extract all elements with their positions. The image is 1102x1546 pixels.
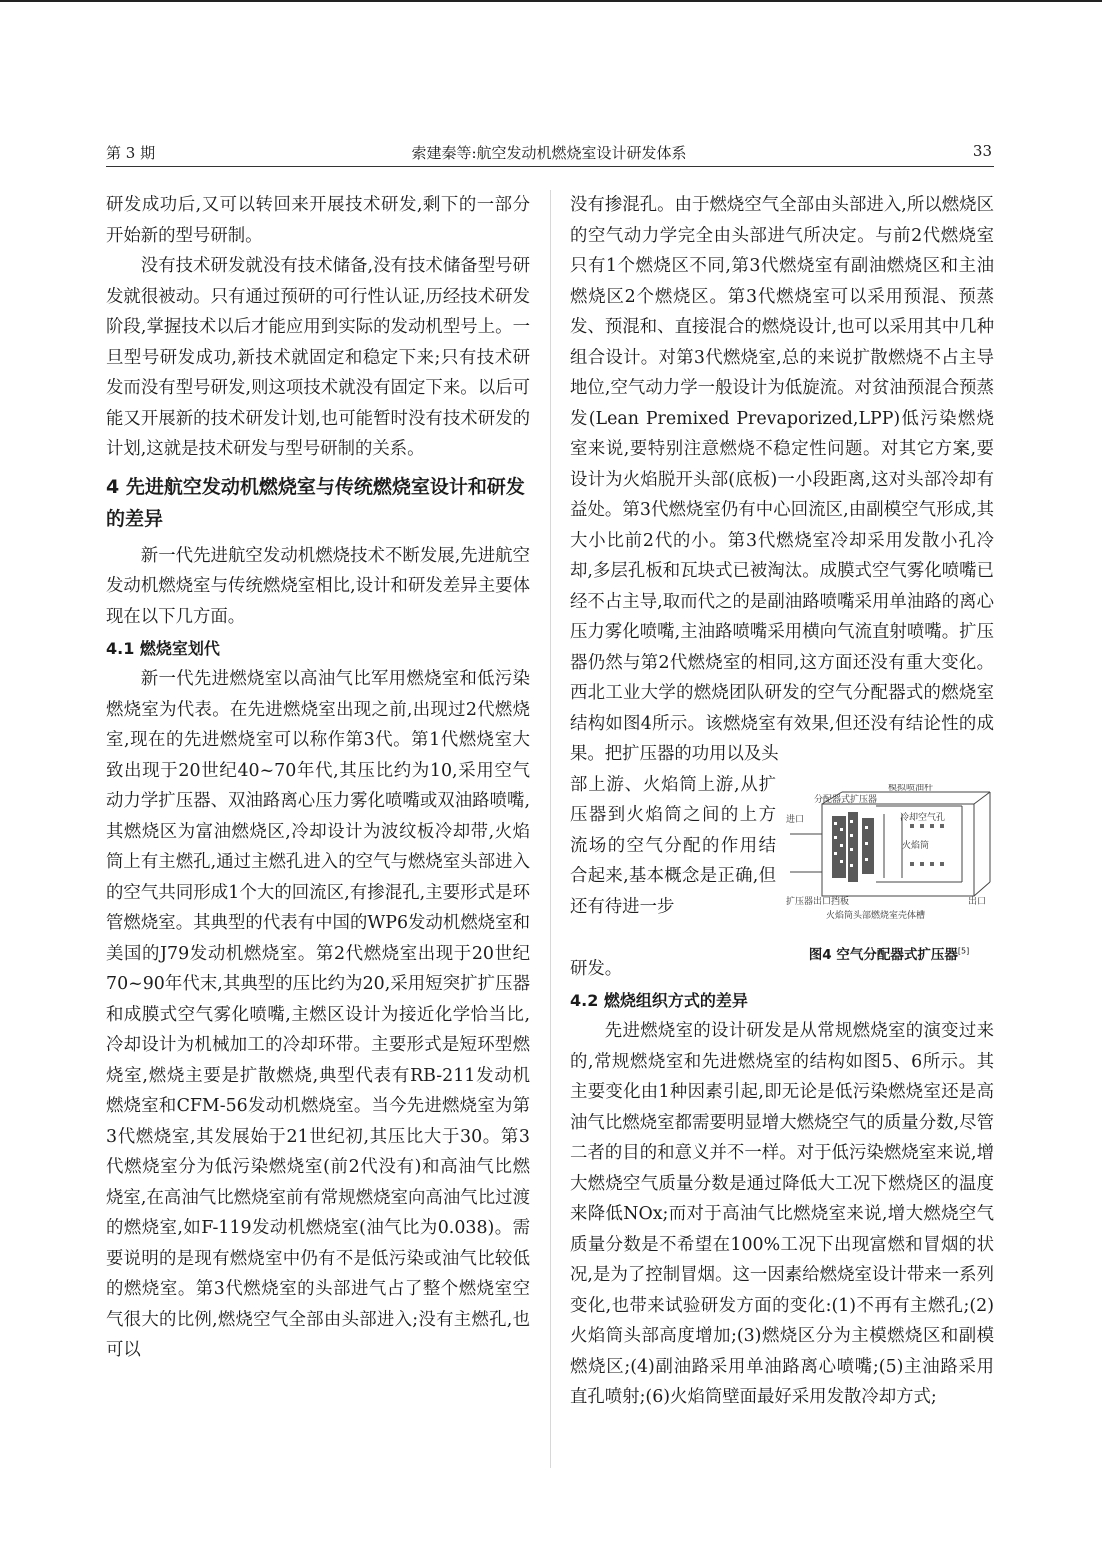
figure-4 — [784, 770, 994, 985]
label-outlet: 出口 — [968, 896, 987, 907]
figure-caption-text: 图4 空气分配器式扩压器 — [808, 946, 958, 963]
running-header — [106, 142, 992, 164]
paragraph: 没有技术研发就没有技术储备,没有技术储备型号研发就很被动。只有通过预研的可行性认证,历经技术研发阶段,掌握技术以后才能应用到实际的发动机型号上。一旦型号研发成功,新技术就固定和稳定下来;只有技术研发而没有型号研发,则这项技术就没有固定下来。以后可能又开展新的技术研发计划,也可能暂时没有技术研发的计划,这就是技术研发与型号研制的关系。 — [106, 256, 530, 459]
paragraph: 研发成功后,又可以转回来开展技术研发,剩下的一部分开始新的型号研制。 — [106, 195, 530, 246]
top-border-line — [0, 0, 1102, 2]
label-spray-rod: 模拟喷油杆 — [888, 783, 934, 793]
paragraph: 先进燃烧室的设计研发是从常规燃烧室的演变过来的,常规燃烧室和先进燃烧室的结构如图5、6所示。其主要变化由1种因素引起,即无论是低污染燃烧室还是高油气比燃烧室都需要明显增大燃烧空气的质量分数,尽管二者的目的和意义并不一样。对于低污染燃烧室来说,增大燃烧空气质量分数是通过降低大工况下燃烧区的温度来降低NOx;而对于高油气比燃烧室来说,增大燃烧空气质量分数是不希望在100%工况下出现富燃和冒烟的状况,是为了控制冒烟。这一因素给燃烧室设计带来一系列变化,也带来试验研发方面的变化:(1)不再有主燃孔;(2)火焰筒头部高度增加;(3)燃烧区分为主模燃烧区和副模燃烧区;(4)副油路采用单油路离心喷嘴;(5)主油路采用直孔喷射;(6)火焰筒壁面最好采用发散冷却方式; — [570, 1021, 994, 1407]
paragraph: 新一代先进航空发动机燃烧技术不断发展,先进航空发动机燃烧室与传统燃烧室相比,设计和研发差异主要体现在以下几方面。 — [106, 545, 530, 627]
column-divider — [550, 190, 551, 1468]
subsection-heading: 4.2 燃烧组织方式的差异 — [570, 991, 748, 1010]
label-liner-head-casing: 火焰筒头部燃烧室壳体槽 — [826, 910, 926, 921]
paragraph: 没有掺混孔。由于燃烧空气全部由头部进入,所以燃烧区的空气动力学完全由头部进气所决定。与前2代燃烧室只有1个燃烧区不同,第3代燃烧室有副油燃烧区和主油燃烧区2个燃烧区。第3代燃烧室可以采用预混、预蒸发、预混和、直接混合的燃烧设计,也可以采用其中几种组合设计。对第3代燃烧室,总的来说扩散燃烧不占主导地位,空气动力学一般设计为低旋流。对贫油预混合预蒸发(Lean Premixed Prevaporized,LPP)低污染燃烧室来说,要特别注意燃烧不稳定性问题。对其它方案,要设计为火焰脱开头部(底板)一小段距离,这对头部冷却有益处。第3代燃烧室仍有中心回流区,由副模空气形成,其大小比前2代的小。第3代燃烧室冷却采用发散小孔冷却,多层孔板和瓦块式已被淘汰。成膜式空气雾化喷嘴已经不占主导,取而代之的是副油路喷嘴采用单油路的离心压力雾化喷嘴,主油路喷嘴采用横向气流直射喷嘴。扩压器仍然与第2代燃烧室的相同,这方面还没有重大变化。西北工业大学的燃烧团队研发的空气分配器式的燃烧室结构如图4所示。该燃烧室有效果,但还没有结论性的成果。把扩压器的功用以及头 — [570, 195, 994, 764]
label-distributor-diffuser: 分配器式扩压器 — [814, 794, 878, 805]
figure-caption-ref: [5] — [957, 946, 970, 955]
paragraph: 部上游、火焰筒上游,从扩压器到火焰筒之间的上方流场的空气分配的作用结合起来,基本概念是正确,但还有待进一步 — [570, 774, 776, 917]
paragraph: 研发。 — [570, 958, 623, 979]
section-heading: 4 先进航空发动机燃烧室与传统燃烧室设计和研发的差异 — [106, 475, 525, 530]
right-column — [570, 190, 994, 1413]
page-number: 33 — [972, 142, 992, 160]
figure-wrap-text — [570, 770, 776, 923]
label-cooling-hole: 冷却空气孔 — [900, 812, 946, 823]
figure-caption — [784, 943, 994, 963]
label-inlet: 进口 — [786, 814, 805, 825]
issue-number: 第 3 期 — [106, 144, 156, 162]
figure-wrap-block — [570, 770, 994, 985]
left-column — [106, 190, 530, 1366]
label-diffuser-exit-baffle: 扩压器出口挡板 — [786, 896, 850, 907]
journal-running-title: 索建秦等:航空发动机燃烧室设计研发体系 — [411, 144, 687, 162]
paragraph: 新一代先进燃烧室以高油气比军用燃烧室和低污染燃烧室为代表。在先进燃烧室出现之前,出现过2代燃烧室,现在的先进燃烧室可以称作第3代。第1代燃烧室大致出现于20世纪40~70年代,其压比约为10,采用空气动力学扩压器、双油路离心压力雾化喷嘴或双油路喷嘴,其燃烧区为富油燃烧区,冷却设计为波纹板冷却带,火焰筒上有主燃孔,通过主燃孔进入的空气与燃烧室头部进入的空气共同形成1个大的回流区,有掺混孔,主要形式是环管燃烧室。其典型的代表有中国的WP6发动机燃烧室和美国的J79发动机燃烧室。第2代燃烧室出现于20世纪70~90年代末,其典型的压比约为20,采用短突扩扩压器和成膜式空气雾化喷嘴,主燃区设计为接近化学恰当比,冷却设计为机械加工的冷却环带。主要形式是短环型燃烧室,燃烧主要是扩散燃烧,典型代表有RB-211发动机燃烧室和CFM-56发动机燃烧室。当今先进燃烧室为第3代燃烧室,其发展始于21世纪初,其压比大于30。第3代燃烧室分为低污染燃烧室(前2代没有)和高油气比燃烧室,在高油气比燃烧室前有常规燃烧室向高油气比过渡的燃烧室,如F-119发动机燃烧室(油气比为0.038)。需要说明的是现有燃烧室中仍有不是低污染或油气比较低的燃烧室。第3代燃烧室的头部进气占了整个燃烧室空气很大的比例,燃烧空气全部由头部进入;没有主燃孔,也可以 — [106, 669, 530, 1360]
label-liner: 火焰筒 — [902, 840, 930, 851]
combustor-diagram — [784, 784, 994, 936]
subsection-heading: 4.1 燃烧室划代 — [106, 639, 220, 658]
header-rule — [106, 166, 994, 167]
